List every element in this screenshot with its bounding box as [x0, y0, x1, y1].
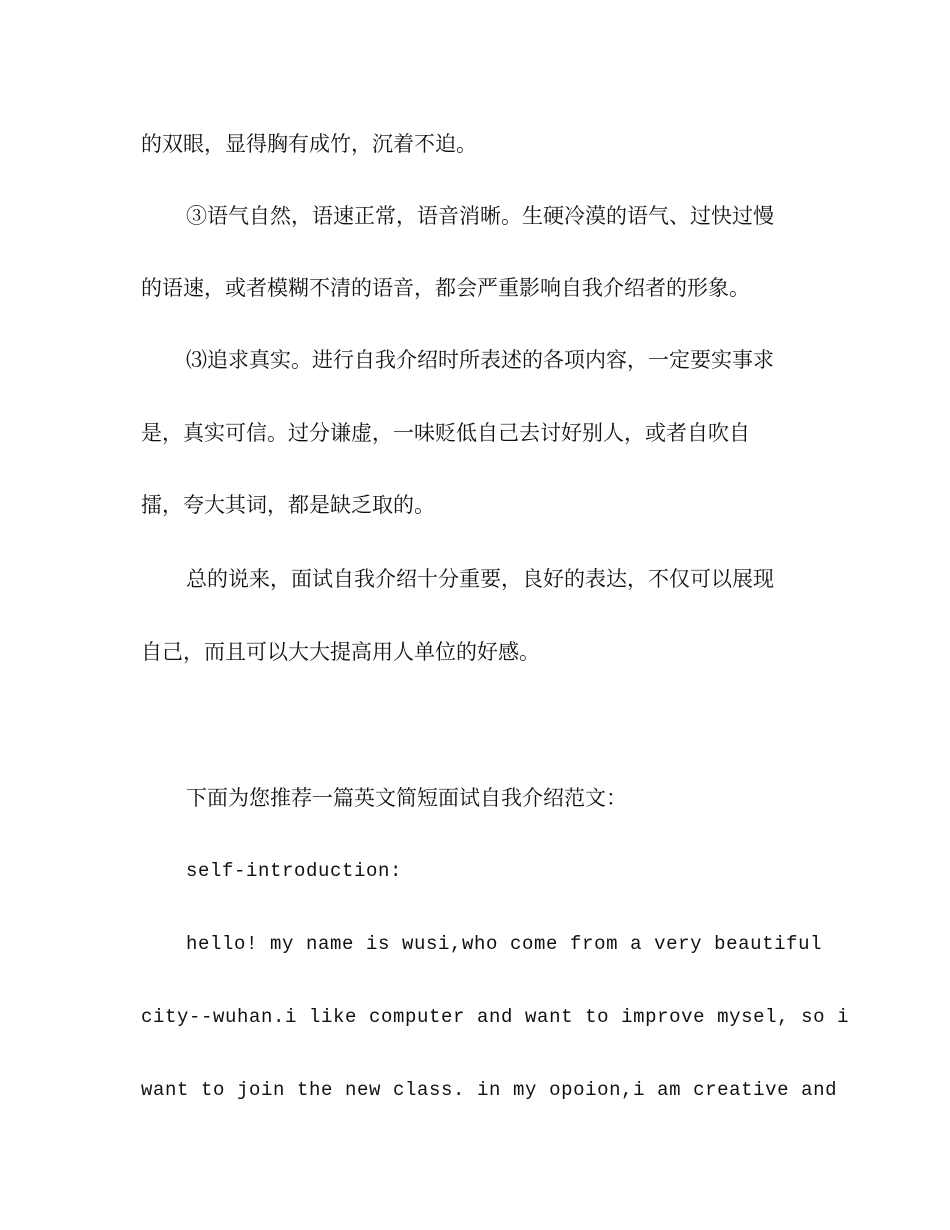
- english-line-3: want to join the new class. in my opoion,i am creative and: [141, 1079, 838, 1101]
- paragraph-line-7: 总的说来，面试自我介绍十分重要，良好的表达，不仅可以展现: [186, 567, 774, 591]
- english-line-1: hello! my name is wusi,who come from a very beautiful: [186, 933, 823, 955]
- english-heading: self-introduction:: [186, 860, 403, 882]
- paragraph-line-3: 的语速，或者模糊不清的语音，都会严重影响自我介绍者的形象。: [141, 276, 750, 300]
- paragraph-line-1: 的双眼，显得胸有成竹，沉着不迫。: [141, 132, 477, 156]
- paragraph-line-6: 擂，夸大其词，都是缺乏取的。: [141, 493, 435, 517]
- english-line-2: city--wuhan.i like computer and want to improve mysel, so i: [141, 1006, 850, 1028]
- paragraph-line-4: ⑶追求真实。进行自我介绍时所表述的各项内容，一定要实事求: [186, 348, 774, 372]
- paragraph-line-5: 是，真实可信。过分谦虚，一味贬低自己去讨好别人，或者自吹自: [141, 421, 750, 445]
- paragraph-line-8: 自己，而且可以大大提高用人单位的好感。: [141, 640, 540, 664]
- paragraph-line-2: ③语气自然，语速正常，语音消晰。生硬冷漠的语气、过快过慢: [186, 204, 774, 228]
- recommendation-line: 下面为您推荐一篇英文简短面试自我介绍范文：: [186, 786, 627, 810]
